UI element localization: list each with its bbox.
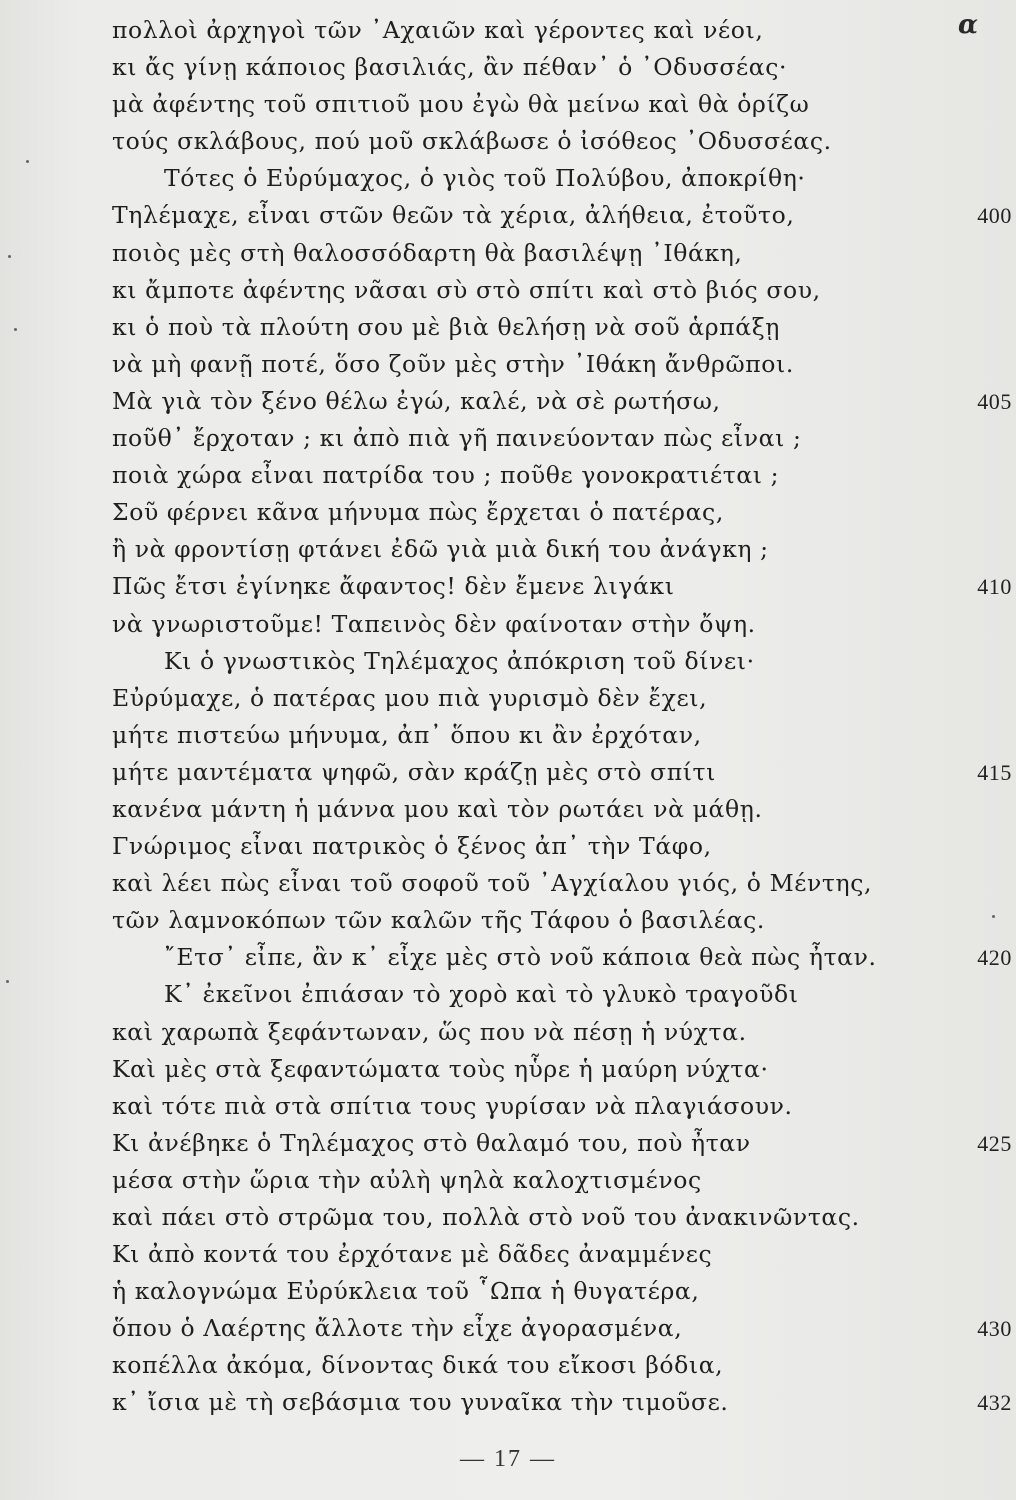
book-letter-mark: α — [957, 10, 978, 40]
dust-speck — [14, 328, 17, 331]
dust-speck — [6, 980, 9, 983]
verse-line — [112, 1199, 1012, 1236]
verse-text: μήτε πιστεύω μήνυμα, ἀπ᾿ ὅπου κι ἂν ἐρχόταν, — [112, 720, 702, 749]
verse-text: ῎Ετσ᾿ εἶπε, ἂν κ᾿ εἶχε μὲς στὸ νοῦ κάποια θεὰ πὼς ἦταν. — [164, 943, 877, 972]
verse-line — [112, 1236, 1012, 1273]
verse-line — [112, 123, 1012, 160]
verse-line — [112, 791, 1012, 828]
line-number: 432 — [977, 1390, 1012, 1416]
verse-text: μέσα στὴν ὥρια τὴν αὐλὴ ψηλὰ καλοχτισμένος — [112, 1165, 702, 1194]
verse-text: τούς σκλάβους, πού μοῦ σκλάβωσε ὁ ἰσόθεος ᾿Οδυσσέας. — [112, 127, 832, 156]
verse-line — [112, 235, 1012, 272]
verse-text: τῶν λαμνοκόπων τῶν καλῶν τῆς Τάφου ὁ βασιλέας. — [112, 906, 765, 935]
verse-line — [112, 420, 1012, 457]
dust-speck — [26, 160, 29, 163]
verse-text: μήτε μαντέματα ψηφῶ, σὰν κράζῃ μὲς στὸ σπίτι — [112, 757, 716, 786]
verse-text: Κ᾿ ἐκεῖνοι ἐπιάσαν τὸ χορὸ καὶ τὸ γλυκὸ τραγοῦδι — [164, 980, 799, 1009]
verse-line — [112, 828, 1012, 865]
verse-line — [112, 531, 1012, 568]
verse-text: ποιὸς μὲς στὴ θαλοσσόδαρτη θὰ βασιλέψῃ ᾿Ιθάκη, — [112, 238, 743, 267]
verse-line — [112, 346, 1012, 383]
verse-line — [112, 1014, 1012, 1051]
verse-text: ποῦθ᾿ ἔρχοταν ; κι ἀπὸ πιὰ γῆ παινεύονταν πὼς εἶναι ; — [112, 424, 802, 453]
verse-line — [112, 754, 1012, 791]
verse-line — [112, 1347, 1012, 1384]
verse-line — [112, 865, 1012, 902]
verse-text: Μὰ γιὰ τὸν ξένο θέλω ἐγώ, καλέ, νὰ σὲ ρωτήσω, — [112, 386, 721, 415]
line-number: 425 — [977, 1130, 1012, 1156]
line-number: 415 — [977, 759, 1012, 785]
verse-line — [112, 494, 1012, 531]
verse-line — [112, 272, 1012, 309]
verse-text: νὰ μὴ φανῇ ποτέ, ὅσο ζοῦν μὲς στὴν ᾿Ιθάκη ἄνθρῶποι. — [112, 349, 794, 378]
verse-line — [112, 939, 1012, 976]
verse-line — [112, 1125, 1012, 1162]
verse-text: κι ἄς γίνῃ κάποιος βασιλιάς, ἂν πέθαν᾿ ὁ ᾿Οδυσσέας· — [112, 53, 788, 82]
line-number: 430 — [977, 1316, 1012, 1342]
verse-text: κανένα μάντη ἡ μάννα μου καὶ τὸν ρωτάει νὰ μάθῃ. — [112, 794, 763, 823]
verse-line — [112, 606, 1012, 643]
verse-line — [112, 1310, 1012, 1347]
verse-line — [112, 1051, 1012, 1088]
verse-text: Κι ὁ γνωστικὸς Τηλέμαχος ἀπόκριση τοῦ δίνει· — [164, 646, 755, 675]
verse-line — [112, 717, 1012, 754]
verse-line — [112, 1273, 1012, 1310]
verse-text: κι ὁ ποὺ τὰ πλούτη σου μὲ βιὰ θελήσῃ νὰ σοῦ ἁρπάξῃ — [112, 312, 780, 341]
line-number: 420 — [977, 945, 1012, 971]
verse-line — [112, 643, 1012, 680]
verse-line — [112, 197, 1012, 234]
verse-text: Κι ἀπὸ κοντά του ἐρχότανε μὲ δᾶδες ἀναμμένες — [112, 1240, 713, 1269]
verse-text: κοπέλλα ἀκόμα, δίνοντας δικά του εἴκοσι βόδια, — [112, 1351, 724, 1380]
verse-line — [112, 1088, 1012, 1125]
verse-text: καὶ λέει πὼς εἶναι τοῦ σοφοῦ τοῦ ᾿Αγχίαλου γιός, ὁ Μέντης, — [112, 869, 873, 898]
verse-text: Γνώριμος εἶναι πατρικὸς ὁ ξένος ἀπ᾿ τὴν Τάφο, — [112, 832, 712, 861]
line-number: 410 — [977, 574, 1012, 600]
verse-text: Τότες ὁ Εὐρύμαχος, ὁ γιὸς τοῦ Πολύβου, ἀποκρίθη· — [164, 164, 806, 193]
verse-text: Καὶ μὲς στὰ ξεφαντώματα τοὺς ηὗρε ἡ μαύρη νύχτα· — [112, 1054, 769, 1083]
verse-text: ἢ νὰ φροντίσῃ φτάνει ἐδῶ γιὰ μιὰ δική του ἀνάγκη ; — [112, 535, 769, 564]
dust-speck — [992, 915, 995, 918]
page-number: — 17 — — [460, 1446, 556, 1472]
verse-text: Κι ἀνέβηκε ὁ Τηλέμαχος στὸ θαλαμό του, ποὺ ἦταν — [112, 1128, 751, 1157]
verse-line — [112, 160, 1012, 197]
line-number: 400 — [977, 203, 1012, 229]
verse-text: κι ἄμποτε ἀφέντης νᾶσαι σὺ στὸ σπίτι καὶ στὸ βιός σου, — [112, 275, 821, 304]
verse-line — [112, 902, 1012, 939]
verse-text: καὶ χαρωπὰ ξεφάντωναν, ὥς που νὰ πέσῃ ἡ νύχτα. — [112, 1017, 747, 1046]
verse-line — [112, 86, 1012, 123]
verse-text: νὰ γνωριστοῦμε! Ταπεινὸς δὲν φαίνοταν στὴν ὄψη. — [112, 609, 756, 638]
verse-text: ὅπου ὁ Λαέρτης ἄλλοτε τὴν εἶχε ἀγορασμένα, — [112, 1314, 683, 1343]
verse-line — [112, 12, 1012, 49]
line-number: 405 — [977, 388, 1012, 414]
verse-line — [112, 1384, 1012, 1421]
verse-text: Σοῦ φέρνει κᾶνα μήνυμα πὼς ἔρχεται ὁ πατέρας, — [112, 498, 724, 527]
verse-text: μὰ ἀφέντης τοῦ σπιτιοῦ μου ἐγὼ θὰ μείνω καὶ θὰ ὁρίζω — [112, 90, 810, 119]
verse-text: ποιὰ χώρα εἶναι πατρίδα του ; ποῦθε γονοκρατιέται ; — [112, 461, 780, 490]
verse-text: πολλοὶ ἀρχηγοὶ τῶν ᾿Αχαιῶν καὶ γέροντες καὶ νέοι, — [112, 16, 764, 44]
verse-text: Τηλέμαχε, εἶναι στῶν θεῶν τὰ χέρια, ἀλήθεια, ἐτοῦτο, — [112, 201, 795, 230]
verse-line — [112, 457, 1012, 494]
verse-text: Πῶς ἔτσι ἐγίνηκε ἄφαντος! δὲν ἔμενε λιγάκι — [112, 572, 675, 601]
verse-list — [112, 12, 1012, 1422]
verse-text: Εὐρύμαχε, ὁ πατέρας μου πιὰ γυρισμὸ δὲν ἔχει, — [112, 683, 708, 712]
verse-line — [112, 568, 1012, 605]
verse-line — [112, 976, 1012, 1013]
verse-text: κ᾿ ἴσια μὲ τὴ σεβάσμια του γυναῖκα τὴν τιμοῦσε. — [112, 1388, 729, 1417]
verse-text: καὶ πάει στὸ στρῶμα του, πολλὰ στὸ νοῦ του ἀνακινῶντας. — [112, 1203, 860, 1231]
verse-line — [112, 383, 1012, 420]
verse-line — [112, 1162, 1012, 1199]
dust-speck — [8, 255, 11, 258]
verse-line — [112, 49, 1012, 86]
verse-line — [112, 309, 1012, 346]
verse-line — [112, 680, 1012, 717]
verse-text: καὶ τότε πιὰ στὰ σπίτια τους γυρίσαν νὰ πλαγιάσουν. — [112, 1091, 793, 1120]
verse-text: ἡ καλογνώμα Εὐρύκλεια τοῦ ῟Ωπα ἡ θυγατέρα, — [112, 1277, 700, 1306]
